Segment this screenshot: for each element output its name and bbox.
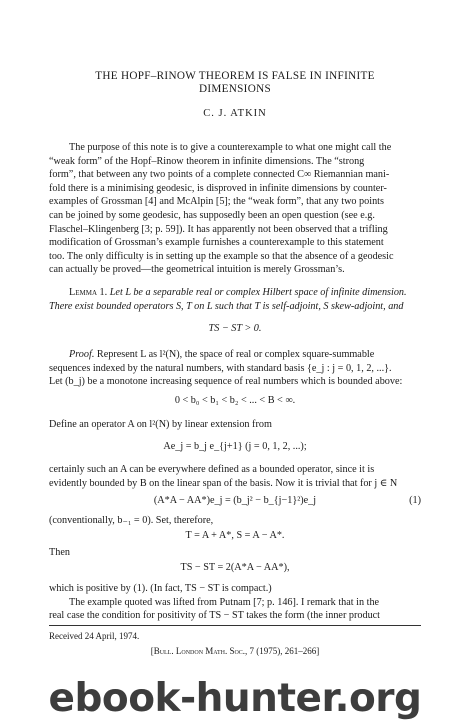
intro-line: can be joined by some geodesic, has supposedly been an open question (see e.g. bbox=[49, 209, 375, 221]
proof-line: sequences indexed by the natural numbers, with standard basis {e_j : j = 0, 1, 2, ...}. bbox=[49, 362, 392, 374]
intro-line: can actually be proved—the geometrical intuition is merely Grossman’s. bbox=[49, 264, 345, 276]
text-line: evidently bounded by B on the linear span of the basis. Now it is trivial that for j ∈ N bbox=[49, 477, 398, 489]
define-line: Define an operator A on l²(N) by linear extension from bbox=[49, 419, 272, 430]
title-line-2: DIMENSIONS bbox=[199, 83, 271, 95]
paper-title bbox=[49, 70, 421, 96]
text-line: certainly such an A can be everywhere defined as a bounded operator, since it is bbox=[49, 464, 375, 475]
positive-paragraph bbox=[49, 582, 421, 623]
title-line-1: THE HOPF–RINOW THEOREM IS FALSE IN INFINITE bbox=[95, 70, 375, 82]
proof-line: Let (b_j) be a monotone increasing sequence of real numbers which is bounded above: bbox=[49, 376, 403, 388]
equation-number: (1) bbox=[409, 495, 421, 506]
intro-line: fold there is a minimising geodesic, is disproved in infinite dimensions by counter- bbox=[49, 182, 387, 194]
intro-line: too. The only difficulty is in setting up the example so that the absence of a geodesic bbox=[49, 250, 394, 262]
lemma-line: There exist bounded operators S, T on L such that T is self-adjoint, S skew-adjoint, and bbox=[49, 300, 404, 312]
equation-ts: TS − ST > 0. bbox=[208, 323, 262, 334]
equation-t: T = A + A*, S = A − A*. bbox=[185, 530, 285, 541]
journal-citation: [Bull. London Math. Soc., 7 (1975), 261–266] bbox=[150, 646, 320, 656]
intro-line: The purpose of this note is to give a counterexample to what one might call the bbox=[69, 142, 392, 153]
equation-b: 0 < b₀ < b₁ < b₂ < ... < B < ∞. bbox=[174, 395, 296, 406]
proof-line: Represent L as l²(N), the space of real or complex square-summable bbox=[96, 349, 375, 360]
text-line: The example quoted was lifted from Putnam [7; p. 146]. I remark that in the bbox=[69, 596, 380, 608]
certainly-paragraph bbox=[49, 463, 421, 490]
intro-line: examples of Grossman [4] and McAlpin [5]; the “weak form”, that any two points bbox=[49, 196, 384, 208]
intro-paragraph bbox=[49, 141, 421, 277]
intro-line: “weak form” of the Hopf–Rinow theorem in infinite dimensions. The “strong bbox=[49, 155, 365, 167]
intro-line: form”, that between any two points of a complete connected C∞ Riemannian mani- bbox=[49, 169, 390, 181]
lemma bbox=[49, 286, 421, 313]
text-line: which is positive by (1). (In fact, TS − ST is compact.) bbox=[49, 583, 272, 594]
proof bbox=[49, 348, 421, 389]
conventionally-line: (conventionally, b₋₁ = 0). Set, therefore, bbox=[49, 515, 214, 526]
lemma-label: Lemma 1. bbox=[69, 287, 108, 298]
footnote-rule bbox=[49, 625, 421, 626]
received-date: Received 24 April, 1974. bbox=[49, 631, 140, 641]
lemma-line: Let L be a separable real or complex Hilbert space of infinite dimension. bbox=[109, 287, 407, 298]
author: C. J. ATKIN bbox=[203, 108, 267, 119]
equation-ts2: TS − ST = 2(A*A − AA*), bbox=[180, 562, 290, 573]
text-line: real case the condition for positivity of TS − ST takes the form (the inner product bbox=[49, 610, 381, 622]
equation-a: Ae_j = b_j e_{j+1} (j = 0, 1, 2, ...); bbox=[163, 441, 307, 452]
equation-1: (A*A − AA*)e_j = (b_j² − b_{j−1}²)e_j (1) bbox=[153, 495, 421, 506]
intro-line: modification of Grossman’s example furnishes a counterexample to this statement bbox=[49, 237, 384, 249]
then-line: Then bbox=[49, 547, 70, 558]
watermark-logo: ebook-hunter.org bbox=[48, 676, 422, 721]
proof-label: Proof. bbox=[69, 349, 95, 360]
intro-line: Flaschel–Klingenberg [3; p. 59]). It has apparently not been observed that a trifling bbox=[49, 223, 388, 235]
